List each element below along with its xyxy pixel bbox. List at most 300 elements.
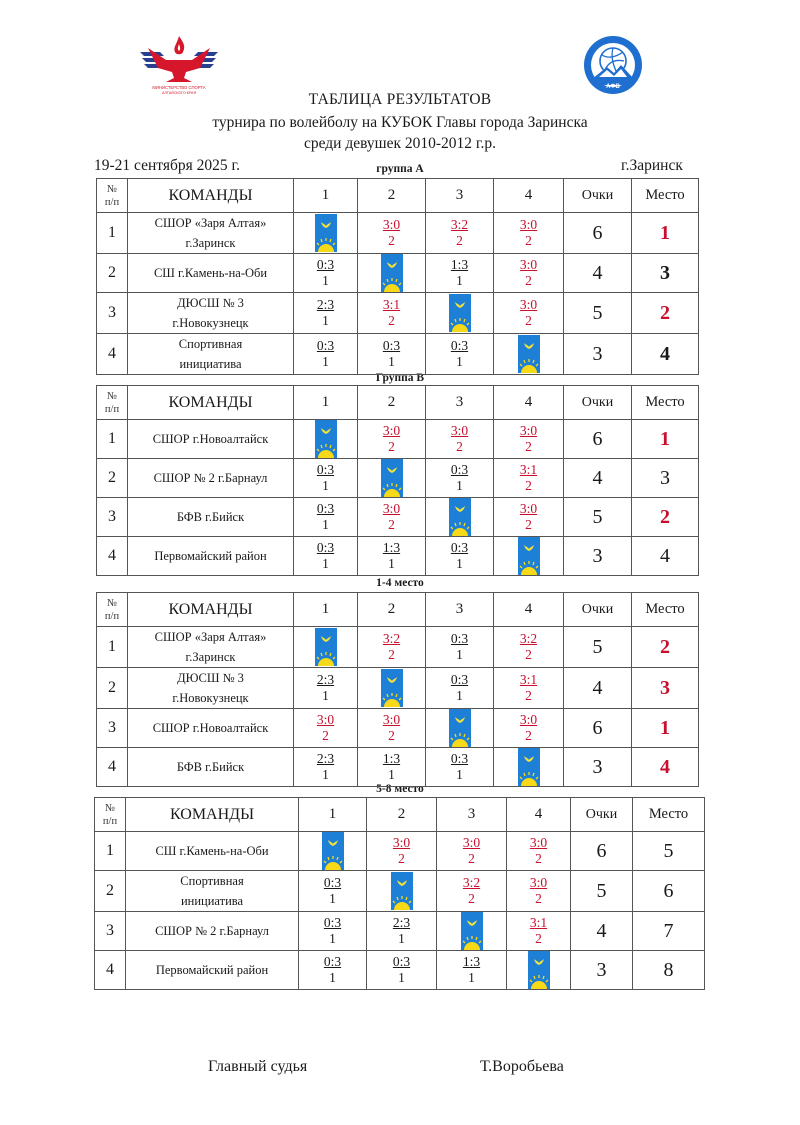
table-row <box>97 459 699 498</box>
set-score: 3:0 <box>519 257 538 272</box>
final-place: 2 <box>632 627 699 668</box>
match-score-cell <box>299 912 367 951</box>
row-number: 2 <box>97 459 128 498</box>
match-score-cell <box>494 709 564 748</box>
match-score-cell <box>358 709 426 748</box>
match-score-cell <box>358 498 426 537</box>
volleyball-federation-icon <box>583 35 643 95</box>
match-points: 2 <box>388 439 395 454</box>
self-match-cell <box>494 334 564 375</box>
match-points: 1 <box>322 556 329 571</box>
match-score-cell <box>358 537 426 576</box>
header-points: Очки <box>564 179 632 213</box>
total-points: 6 <box>564 420 632 459</box>
set-score: 3:1 <box>519 672 538 687</box>
final-place: 4 <box>632 537 699 576</box>
match-score-cell <box>294 498 358 537</box>
header-opponent-4: 4 <box>494 386 564 420</box>
places-5-8-label: 5-8 место <box>376 783 424 795</box>
zarinsk-coat-of-arms-icon <box>449 498 471 536</box>
team-name: БФВ г.Бийск <box>128 498 294 537</box>
match-score-cell <box>437 871 507 912</box>
final-place: 5 <box>633 832 705 871</box>
total-points: 4 <box>564 668 632 709</box>
header-opponent-3: 3 <box>426 386 494 420</box>
set-score: 0:3 <box>323 915 342 930</box>
row-number: 2 <box>97 254 128 293</box>
set-score: 3:2 <box>519 631 538 646</box>
match-score-cell <box>426 213 494 254</box>
match-points: 1 <box>322 354 329 369</box>
match-score-cell <box>367 912 437 951</box>
header-place: Место <box>632 593 699 627</box>
team-name: ДЮСШ № 3 г.Новокузнецк <box>128 293 294 334</box>
match-points: 1 <box>456 478 463 493</box>
match-points: 2 <box>525 688 532 703</box>
row-number: 3 <box>97 709 128 748</box>
row-number: 1 <box>97 627 128 668</box>
header-number: № п/п <box>97 179 128 213</box>
set-score: 2:3 <box>392 915 411 930</box>
header-opponent-4: 4 <box>494 179 564 213</box>
self-match-cell <box>426 498 494 537</box>
header-place: Место <box>632 179 699 213</box>
zarinsk-coat-of-arms-icon <box>461 912 483 950</box>
match-points: 1 <box>329 970 336 985</box>
table-row <box>97 420 699 459</box>
set-score: 3:0 <box>450 423 469 438</box>
total-points: 6 <box>571 832 633 871</box>
self-match-cell <box>294 420 358 459</box>
row-number: 1 <box>97 420 128 459</box>
total-points: 4 <box>571 912 633 951</box>
match-score-cell <box>426 334 494 375</box>
team-name: БФВ г.Бийск <box>128 748 294 787</box>
table-header-row <box>97 386 699 420</box>
group-a-label: группа А <box>376 163 424 175</box>
team-name: СШОР «Заря Алтая» г.Заринск <box>128 213 294 254</box>
set-score: 1:3 <box>382 540 401 555</box>
match-score-cell <box>507 832 571 871</box>
final-place: 3 <box>632 254 699 293</box>
final-place: 3 <box>632 668 699 709</box>
team-name: СШОР г.Новоалтайск <box>128 709 294 748</box>
results-table-places-5-8 <box>94 797 705 990</box>
match-points: 2 <box>535 931 542 946</box>
group-b-label: Группа В <box>375 372 425 384</box>
self-match-cell <box>494 748 564 787</box>
match-points: 1 <box>398 970 405 985</box>
zarinsk-coat-of-arms-icon <box>381 254 403 292</box>
row-number: 3 <box>95 912 126 951</box>
match-points: 2 <box>535 891 542 906</box>
self-match-cell <box>294 627 358 668</box>
zarinsk-coat-of-arms-icon <box>518 748 540 786</box>
match-points: 2 <box>468 891 475 906</box>
final-place: 6 <box>633 871 705 912</box>
team-name: Первомайский район <box>128 537 294 576</box>
match-points: 2 <box>388 517 395 532</box>
header-number: № п/п <box>97 386 128 420</box>
set-score: 3:0 <box>382 423 401 438</box>
table-row <box>95 951 705 990</box>
match-points: 1 <box>322 688 329 703</box>
chief-judge-label: Главный судья <box>208 1058 308 1075</box>
set-score: 0:3 <box>450 540 469 555</box>
self-match-cell <box>426 709 494 748</box>
match-score-cell <box>294 709 358 748</box>
match-score-cell <box>299 871 367 912</box>
afv-federation-logo <box>583 35 643 95</box>
team-name: СШ г.Камень-на-Оби <box>126 832 299 871</box>
match-score-cell <box>437 832 507 871</box>
match-points: 2 <box>525 647 532 662</box>
set-score: 0:3 <box>316 540 335 555</box>
total-points: 3 <box>564 537 632 576</box>
match-points: 1 <box>398 931 405 946</box>
final-place: 2 <box>632 293 699 334</box>
set-score: 3:2 <box>462 875 481 890</box>
tournament-dates: 19-21 сентября 2025 г. <box>94 157 240 174</box>
team-name: СШОР «Заря Алтая» г.Заринск <box>128 627 294 668</box>
match-score-cell <box>426 668 494 709</box>
self-match-cell <box>507 951 571 990</box>
match-points: 2 <box>468 851 475 866</box>
total-points: 3 <box>571 951 633 990</box>
match-points: 1 <box>456 688 463 703</box>
table-row <box>97 748 699 787</box>
row-number: 4 <box>97 334 128 375</box>
row-number: 3 <box>97 498 128 537</box>
table-row <box>97 498 699 537</box>
zarinsk-coat-of-arms-icon <box>518 537 540 575</box>
match-score-cell <box>426 459 494 498</box>
team-name: Спортивная инициатива <box>128 334 294 375</box>
match-points: 1 <box>388 767 395 782</box>
match-score-cell <box>437 951 507 990</box>
header-opponent-3: 3 <box>426 593 494 627</box>
final-place: 4 <box>632 334 699 375</box>
match-score-cell <box>494 627 564 668</box>
match-score-cell <box>426 254 494 293</box>
tournament-city: г.Заринск <box>621 157 683 174</box>
match-score-cell <box>426 537 494 576</box>
match-points: 1 <box>329 891 336 906</box>
match-score-cell <box>494 213 564 254</box>
match-score-cell <box>494 459 564 498</box>
zarinsk-coat-of-arms-icon <box>449 294 471 332</box>
table-row <box>97 668 699 709</box>
match-score-cell <box>494 668 564 709</box>
match-score-cell <box>294 537 358 576</box>
total-points: 5 <box>564 498 632 537</box>
header-opponent-2: 2 <box>358 386 426 420</box>
header-opponent-4: 4 <box>507 798 571 832</box>
table-row <box>97 709 699 748</box>
match-points: 1 <box>456 354 463 369</box>
header-teams: КОМАНДЫ <box>126 798 299 832</box>
final-place: 1 <box>632 213 699 254</box>
set-score: 0:3 <box>382 338 401 353</box>
header-opponent-2: 2 <box>358 593 426 627</box>
match-score-cell <box>507 912 571 951</box>
match-score-cell <box>358 293 426 334</box>
document-subtitle: турнира по волейболу на КУБОК Главы города Заринска <box>212 114 588 131</box>
set-score: 0:3 <box>316 462 335 477</box>
set-score: 3:2 <box>382 631 401 646</box>
match-score-cell <box>294 293 358 334</box>
match-points: 2 <box>456 439 463 454</box>
set-score: 3:1 <box>382 297 401 312</box>
final-place: 2 <box>632 498 699 537</box>
table-row <box>97 293 699 334</box>
results-table-group-a <box>96 178 699 375</box>
zarinsk-coat-of-arms-icon <box>315 420 337 458</box>
header-opponent-1: 1 <box>294 386 358 420</box>
results-table-places-1-4 <box>96 592 699 787</box>
match-points: 2 <box>525 313 532 328</box>
header-teams: КОМАНДЫ <box>128 593 294 627</box>
header-opponent-2: 2 <box>358 179 426 213</box>
zarinsk-coat-of-arms-icon <box>518 335 540 373</box>
final-place: 4 <box>632 748 699 787</box>
zarinsk-coat-of-arms-icon <box>528 951 550 989</box>
match-points: 2 <box>322 728 329 743</box>
team-name: СШОР г.Новоалтайск <box>128 420 294 459</box>
match-score-cell <box>358 213 426 254</box>
table-row <box>97 537 699 576</box>
match-score-cell <box>294 334 358 375</box>
team-name: СШОР № 2 г.Барнаул <box>126 912 299 951</box>
set-score: 0:3 <box>450 462 469 477</box>
total-points: 3 <box>564 334 632 375</box>
total-points: 6 <box>564 213 632 254</box>
total-points: 5 <box>571 871 633 912</box>
set-score: 1:3 <box>450 257 469 272</box>
set-score: 3:0 <box>519 501 538 516</box>
match-score-cell <box>426 627 494 668</box>
set-score: 3:0 <box>382 501 401 516</box>
svg-text:АЛТАЙСКОГО КРАЯ: АЛТАЙСКОГО КРАЯ <box>161 91 197 95</box>
match-score-cell <box>507 871 571 912</box>
table-header-row <box>95 798 705 832</box>
match-points: 1 <box>468 970 475 985</box>
self-match-cell <box>358 459 426 498</box>
match-score-cell <box>426 420 494 459</box>
set-score: 2:3 <box>316 672 335 687</box>
zarinsk-coat-of-arms-icon <box>449 709 471 747</box>
set-score: 1:3 <box>382 751 401 766</box>
table-header-row <box>97 179 699 213</box>
set-score: 0:3 <box>450 631 469 646</box>
row-number: 1 <box>97 213 128 254</box>
set-score: 3:0 <box>462 835 481 850</box>
document-title: ТАБЛИЦА РЕЗУЛЬТАТОВ <box>308 91 492 108</box>
team-name: Первомайский район <box>126 951 299 990</box>
set-score: 0:3 <box>323 875 342 890</box>
set-score: 3:0 <box>519 712 538 727</box>
set-score: 3:1 <box>519 462 538 477</box>
table-row <box>95 912 705 951</box>
header-opponent-4: 4 <box>494 593 564 627</box>
set-score: 2:3 <box>316 297 335 312</box>
match-points: 2 <box>535 851 542 866</box>
match-score-cell <box>367 832 437 871</box>
match-score-cell <box>494 498 564 537</box>
set-score: 2:3 <box>316 751 335 766</box>
match-score-cell <box>494 293 564 334</box>
zarinsk-coat-of-arms-icon <box>391 872 413 910</box>
places-1-4-label: 1-4 место <box>376 577 424 589</box>
total-points: 4 <box>564 254 632 293</box>
svg-text:АФВ: АФВ <box>606 84 620 90</box>
self-match-cell <box>358 668 426 709</box>
match-points: 2 <box>525 233 532 248</box>
match-score-cell <box>358 420 426 459</box>
header-points: Очки <box>564 593 632 627</box>
match-points: 1 <box>322 517 329 532</box>
match-points: 2 <box>525 273 532 288</box>
match-score-cell <box>299 951 367 990</box>
final-place: 1 <box>632 420 699 459</box>
zarinsk-coat-of-arms-icon <box>322 832 344 870</box>
self-match-cell <box>426 293 494 334</box>
total-points: 5 <box>564 293 632 334</box>
zarinsk-coat-of-arms-icon <box>315 628 337 666</box>
set-score: 0:3 <box>316 257 335 272</box>
final-place: 3 <box>632 459 699 498</box>
team-name: СШОР № 2 г.Барнаул <box>128 459 294 498</box>
match-points: 2 <box>388 233 395 248</box>
match-points: 2 <box>525 517 532 532</box>
row-number: 3 <box>97 293 128 334</box>
match-score-cell <box>358 627 426 668</box>
header-opponent-3: 3 <box>437 798 507 832</box>
match-points: 1 <box>322 478 329 493</box>
header-opponent-1: 1 <box>294 179 358 213</box>
match-score-cell <box>294 459 358 498</box>
match-points: 2 <box>525 728 532 743</box>
match-points: 1 <box>322 767 329 782</box>
header-teams: КОМАНДЫ <box>128 386 294 420</box>
match-points: 2 <box>388 728 395 743</box>
self-match-cell <box>299 832 367 871</box>
row-number: 1 <box>95 832 126 871</box>
match-score-cell <box>294 668 358 709</box>
match-score-cell <box>358 334 426 375</box>
team-name: Спортивная инициатива <box>126 871 299 912</box>
team-name: ДЮСШ № 3 г.Новокузнецк <box>128 668 294 709</box>
header-opponent-3: 3 <box>426 179 494 213</box>
self-match-cell <box>437 912 507 951</box>
match-points: 1 <box>456 273 463 288</box>
header-opponent-1: 1 <box>299 798 367 832</box>
set-score: 3:0 <box>316 712 335 727</box>
ministry-emblem-icon <box>138 34 220 96</box>
self-match-cell <box>367 871 437 912</box>
table-row <box>95 832 705 871</box>
ministry-of-sport-logo <box>138 34 220 96</box>
header-opponent-2: 2 <box>367 798 437 832</box>
set-score: 3:0 <box>382 217 401 232</box>
match-score-cell <box>494 420 564 459</box>
results-table-group-b <box>96 385 699 576</box>
match-points: 1 <box>456 556 463 571</box>
set-score: 3:2 <box>450 217 469 232</box>
match-points: 2 <box>388 313 395 328</box>
header-teams: КОМАНДЫ <box>128 179 294 213</box>
set-score: 3:0 <box>529 875 548 890</box>
match-points: 1 <box>388 556 395 571</box>
header-place: Место <box>633 798 705 832</box>
set-score: 0:3 <box>316 501 335 516</box>
row-number: 2 <box>97 668 128 709</box>
svg-text:МИНИСТЕРСТВО СПОРТА: МИНИСТЕРСТВО СПОРТА <box>152 85 206 90</box>
final-place: 8 <box>633 951 705 990</box>
set-score: 0:3 <box>392 954 411 969</box>
set-score: 3:0 <box>529 835 548 850</box>
total-points: 4 <box>564 459 632 498</box>
match-score-cell <box>358 748 426 787</box>
match-points: 1 <box>322 313 329 328</box>
match-score-cell <box>426 748 494 787</box>
match-points: 1 <box>456 767 463 782</box>
header-number: № п/п <box>97 593 128 627</box>
match-score-cell <box>367 951 437 990</box>
match-points: 2 <box>525 439 532 454</box>
match-score-cell <box>294 748 358 787</box>
match-points: 1 <box>329 931 336 946</box>
match-score-cell <box>294 254 358 293</box>
row-number: 2 <box>95 871 126 912</box>
team-name: СШ г.Камень-на-Оби <box>128 254 294 293</box>
match-points: 2 <box>525 478 532 493</box>
self-match-cell <box>294 213 358 254</box>
row-number: 4 <box>95 951 126 990</box>
set-score: 0:3 <box>450 672 469 687</box>
row-number: 4 <box>97 537 128 576</box>
match-points: 1 <box>322 273 329 288</box>
zarinsk-coat-of-arms-icon <box>381 669 403 707</box>
set-score: 0:3 <box>450 751 469 766</box>
match-points: 1 <box>456 647 463 662</box>
age-category: среди девушек 2010-2012 г.р. <box>303 135 497 152</box>
table-row <box>97 254 699 293</box>
match-points: 2 <box>456 233 463 248</box>
set-score: 3:0 <box>519 423 538 438</box>
match-points: 1 <box>388 354 395 369</box>
set-score: 0:3 <box>450 338 469 353</box>
row-number: 4 <box>97 748 128 787</box>
set-score: 3:0 <box>392 835 411 850</box>
zarinsk-coat-of-arms-icon <box>315 214 337 252</box>
header-opponent-1: 1 <box>294 593 358 627</box>
match-points: 2 <box>388 647 395 662</box>
final-place: 1 <box>632 709 699 748</box>
set-score: 3:0 <box>519 217 538 232</box>
header-place: Место <box>632 386 699 420</box>
match-score-cell <box>494 254 564 293</box>
self-match-cell <box>358 254 426 293</box>
set-score: 3:0 <box>519 297 538 312</box>
header-points: Очки <box>571 798 633 832</box>
self-match-cell <box>494 537 564 576</box>
chief-judge-name: Т.Воробьева <box>480 1058 564 1075</box>
total-points: 5 <box>564 627 632 668</box>
set-score: 1:3 <box>462 954 481 969</box>
table-row <box>97 213 699 254</box>
set-score: 0:3 <box>323 954 342 969</box>
